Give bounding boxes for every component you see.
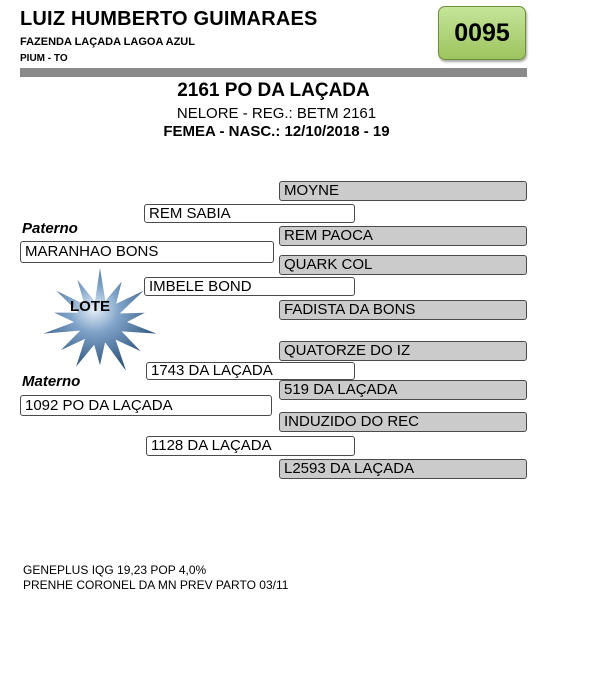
- great-grandparent-box: 519 DA LAÇADA: [279, 380, 527, 400]
- great-grandparent-box: MOYNE: [279, 181, 527, 201]
- paternal-label: Paterno: [22, 220, 78, 237]
- maternal-granddam-box: 1128 DA LAÇADA: [146, 436, 355, 456]
- great-grandparent-box: QUATORZE DO IZ: [279, 341, 527, 361]
- dam-box: 1092 PO DA LAÇADA: [20, 395, 272, 416]
- great-grandparent-box: L2593 DA LAÇADA: [279, 459, 527, 479]
- great-grandparent-box: FADISTA DA BONS: [279, 300, 527, 320]
- lot-label: LOTE: [70, 298, 110, 315]
- animal-name: 2161 PO DA LAÇADA: [177, 80, 370, 101]
- maternal-label: Materno: [22, 373, 81, 390]
- genetic-evaluation-note: GENEPLUS IQG 19,23 POP 4,0%: [23, 563, 207, 577]
- sire-box: MARANHAO BONS: [20, 241, 274, 263]
- breed-registration: NELORE - REG.: BETM 2161: [176, 105, 377, 122]
- sex-birth-date: FEMEA - NASC.: 12/10/2018 - 19: [163, 123, 390, 140]
- great-grandparent-box: REM PAOCA: [279, 226, 527, 246]
- pregnancy-note: PRENHE CORONEL DA MN PREV PARTO 03/11: [23, 578, 289, 592]
- farm-location: PIUM - TO: [20, 53, 68, 64]
- lot-number-badge: 0095: [438, 6, 526, 60]
- great-grandparent-box: INDUZIDO DO REC: [279, 412, 527, 432]
- header-divider: [20, 68, 527, 77]
- owner-name: LUIZ HUMBERTO GUIMARAES: [20, 8, 318, 30]
- paternal-grandsire-box: REM SABIA: [144, 204, 355, 223]
- lot-starburst-icon: [36, 268, 170, 376]
- farm-name: FAZENDA LAÇADA LAGOA AZUL: [20, 36, 195, 48]
- paternal-granddam-box: IMBELE BOND: [144, 277, 355, 296]
- maternal-grandsire-box: 1743 DA LAÇADA: [146, 362, 355, 380]
- great-grandparent-box: QUARK COL: [279, 255, 527, 275]
